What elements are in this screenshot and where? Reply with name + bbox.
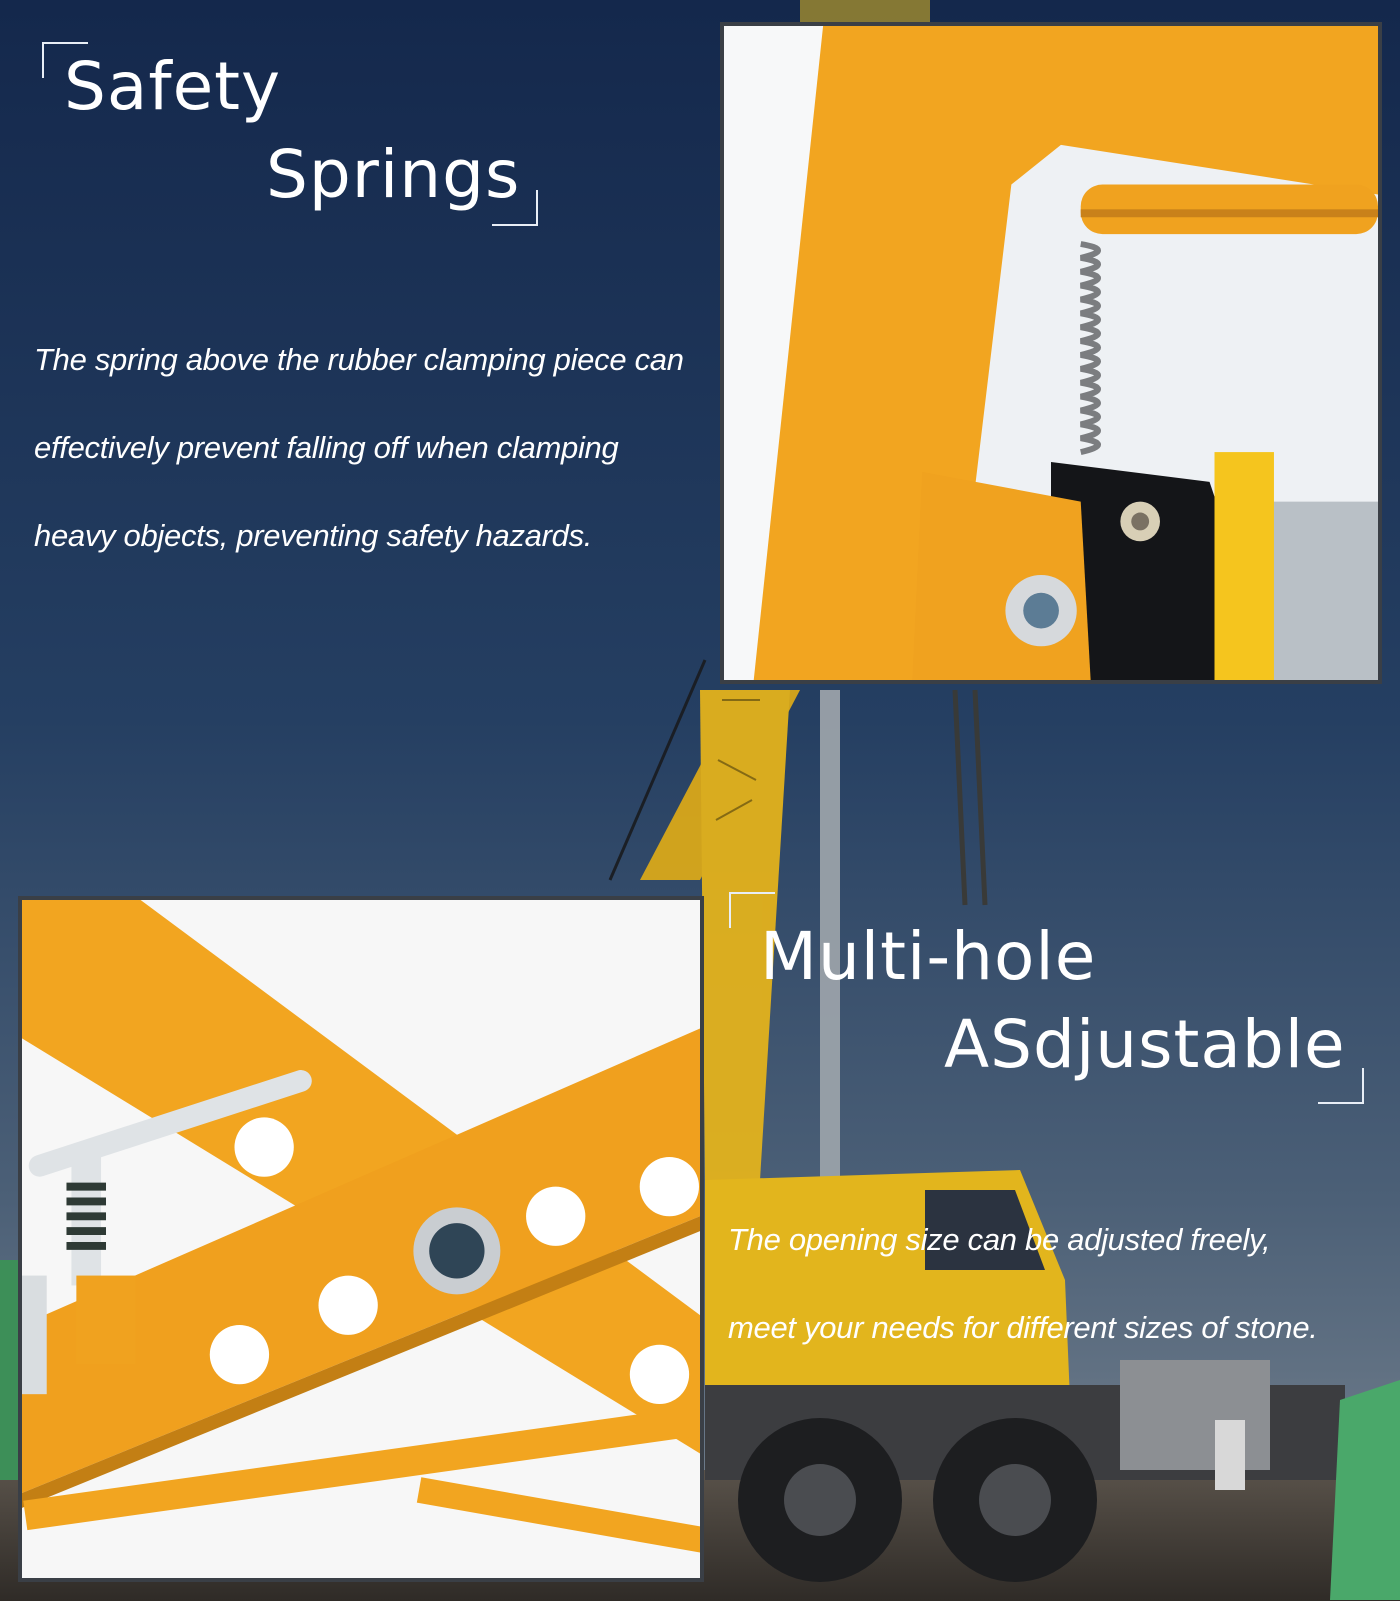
holes-description-line2: meet your needs for different sizes of stone. <box>728 1310 1318 1345</box>
spring-closeup-photo <box>720 22 1382 684</box>
holes-description-line1: The opening size can be adjusted freely, <box>728 1222 1271 1257</box>
holes-title-line1: Multi-hole <box>760 918 1097 995</box>
springs-title-line2: Springs <box>266 136 521 213</box>
heading-corner-bottom-right-2 <box>1318 1068 1364 1104</box>
springs-title-line1: Safety <box>64 48 282 125</box>
multi-hole-arms-photo <box>18 896 704 1582</box>
springs-description: The spring above the rubber clamping piece can effectively prevent falling off when clamping heavy objects, preventing safety hazards. <box>34 342 684 553</box>
holes-title-line2: ASdjustable <box>944 1006 1346 1083</box>
heading-corner-bottom-right <box>492 190 538 226</box>
